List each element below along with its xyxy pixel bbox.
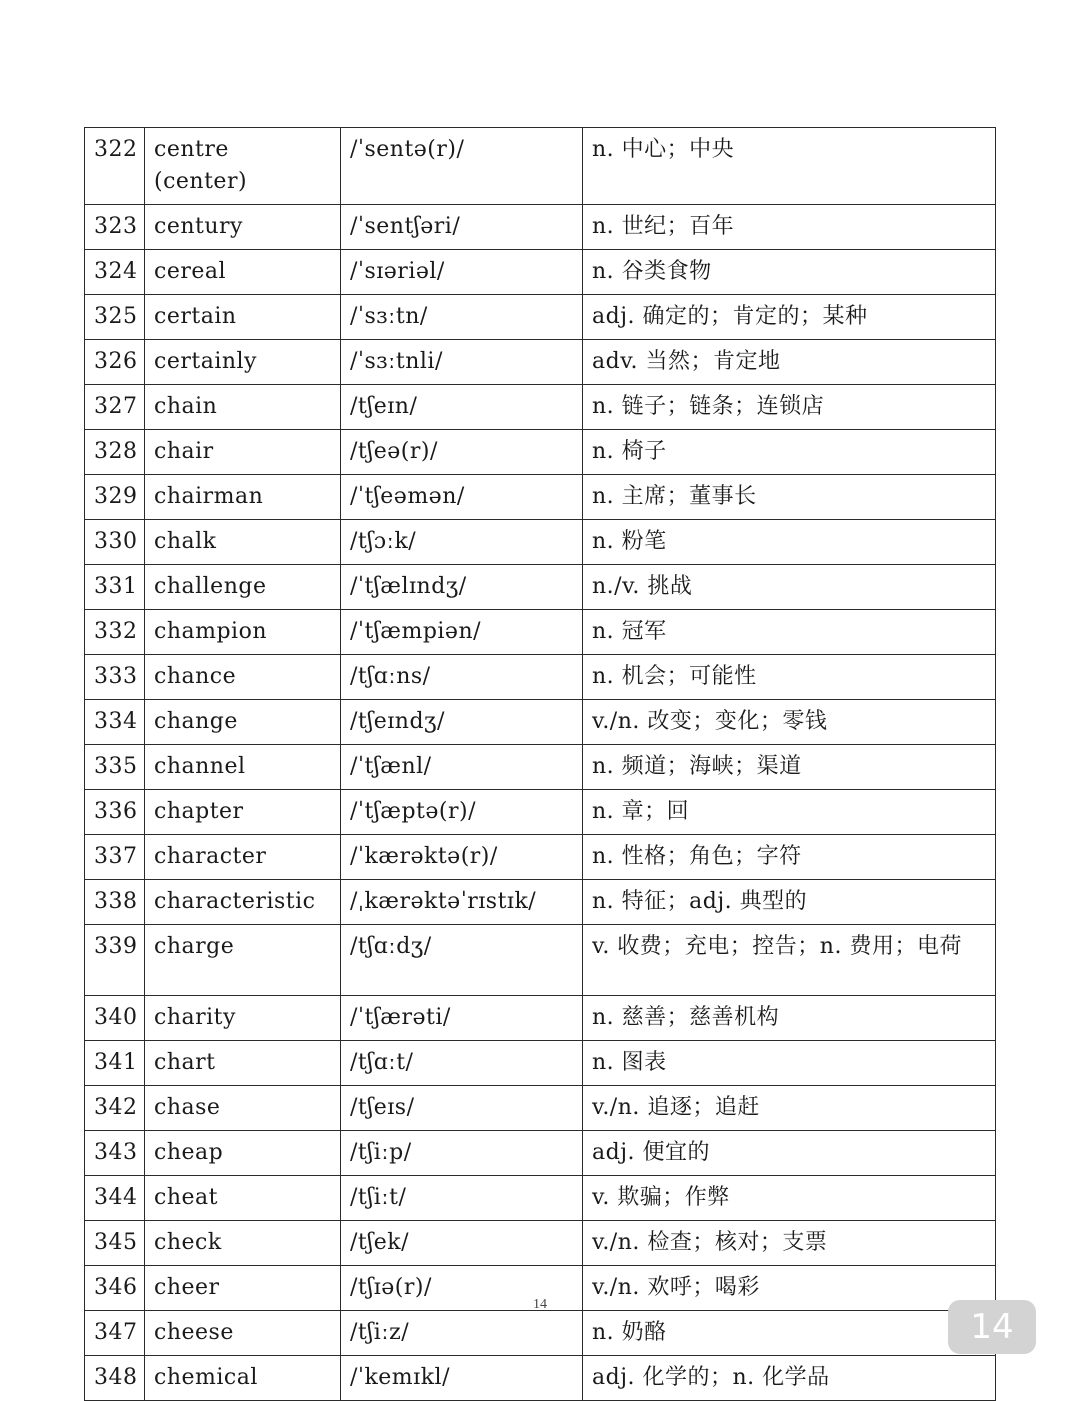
table-row xyxy=(85,1041,996,1086)
entry-word: chart xyxy=(145,1041,341,1086)
entry-phonetic: /tʃɑːdʒ/ xyxy=(341,925,583,996)
entry-number: 336 xyxy=(85,790,145,835)
entry-phonetic: /ˈkærəktə(r)/ xyxy=(341,835,583,880)
entry-phonetic: /tʃɑːt/ xyxy=(341,1041,583,1086)
table-row xyxy=(85,205,996,250)
entry-number: 342 xyxy=(85,1086,145,1131)
page-badge[interactable]: 14 xyxy=(948,1300,1036,1354)
entry-phonetic: /tʃek/ xyxy=(341,1221,583,1266)
entry-number: 331 xyxy=(85,565,145,610)
entry-definition: v./n. 欢呼；喝彩 xyxy=(583,1266,996,1311)
entry-number: 347 xyxy=(85,1311,145,1356)
table-row xyxy=(85,925,996,996)
entry-number: 334 xyxy=(85,700,145,745)
entry-definition: v./n. 追逐；追赶 xyxy=(583,1086,996,1131)
entry-phonetic: /tʃiːp/ xyxy=(341,1131,583,1176)
entry-definition: n. 特征；adj. 典型的 xyxy=(583,880,996,925)
entry-number: 346 xyxy=(85,1266,145,1311)
entry-phonetic: /tʃiːz/ xyxy=(341,1311,583,1356)
entry-phonetic: /ˈtʃæptə(r)/ xyxy=(341,790,583,835)
entry-phonetic: /ˈtʃærəti/ xyxy=(341,996,583,1041)
entry-phonetic: /ˈtʃæmpiən/ xyxy=(341,610,583,655)
entry-phonetic: /tʃeɪn/ xyxy=(341,385,583,430)
entry-definition: adj. 化学的；n. 化学品 xyxy=(583,1356,996,1401)
entry-definition: v. 欺骗；作弊 xyxy=(583,1176,996,1221)
entry-number: 329 xyxy=(85,475,145,520)
entry-phonetic: /ˌkærəktəˈrɪstɪk/ xyxy=(341,880,583,925)
table-row xyxy=(85,1356,996,1401)
entry-definition: n. 粉笔 xyxy=(583,520,996,565)
entry-word: chase xyxy=(145,1086,341,1131)
entry-number: 330 xyxy=(85,520,145,565)
entry-definition: adj. 便宜的 xyxy=(583,1131,996,1176)
table-row xyxy=(85,430,996,475)
entry-word: chair xyxy=(145,430,341,475)
table-row xyxy=(85,250,996,295)
table-row xyxy=(85,1311,996,1356)
entry-definition: adj. 确定的；肯定的；某种 xyxy=(583,295,996,340)
entry-number: 333 xyxy=(85,655,145,700)
entry-definition: n. 链子；链条；连锁店 xyxy=(583,385,996,430)
entry-phonetic: /ˈtʃælɪndʒ/ xyxy=(341,565,583,610)
entry-number: 324 xyxy=(85,250,145,295)
entry-number: 341 xyxy=(85,1041,145,1086)
entry-definition: n. 机会；可能性 xyxy=(583,655,996,700)
entry-definition: n. 章；回 xyxy=(583,790,996,835)
entry-word: cheese xyxy=(145,1311,341,1356)
entry-number: 337 xyxy=(85,835,145,880)
table-row xyxy=(85,128,996,205)
entry-word: century xyxy=(145,205,341,250)
entry-definition: n. 椅子 xyxy=(583,430,996,475)
entry-phonetic: /ˈsentə(r)/ xyxy=(341,128,583,205)
table-row xyxy=(85,520,996,565)
entry-definition: v./n. 改变；变化；零钱 xyxy=(583,700,996,745)
table-row xyxy=(85,835,996,880)
table-row xyxy=(85,610,996,655)
entry-word: challenge xyxy=(145,565,341,610)
table-row xyxy=(85,655,996,700)
entry-definition: n. 性格；角色；字符 xyxy=(583,835,996,880)
entry-number: 332 xyxy=(85,610,145,655)
table-row xyxy=(85,1131,996,1176)
entry-number: 343 xyxy=(85,1131,145,1176)
entry-number: 344 xyxy=(85,1176,145,1221)
entry-number: 348 xyxy=(85,1356,145,1401)
entry-number: 335 xyxy=(85,745,145,790)
entry-definition: adv. 当然；肯定地 xyxy=(583,340,996,385)
entry-phonetic: /ˈsentʃəri/ xyxy=(341,205,583,250)
table-row xyxy=(85,1176,996,1221)
entry-word: certain xyxy=(145,295,341,340)
table-row xyxy=(85,1086,996,1131)
entry-word: chance xyxy=(145,655,341,700)
entry-word: cheap xyxy=(145,1131,341,1176)
entry-word: chalk xyxy=(145,520,341,565)
entry-definition: n. 世纪；百年 xyxy=(583,205,996,250)
entry-definition: n. 频道；海峡；渠道 xyxy=(583,745,996,790)
entry-word: centre (center) xyxy=(145,128,341,205)
entry-definition: n. 冠军 xyxy=(583,610,996,655)
entry-word: charity xyxy=(145,996,341,1041)
entry-number: 328 xyxy=(85,430,145,475)
entry-word: change xyxy=(145,700,341,745)
entry-word: characteristic xyxy=(145,880,341,925)
page-number: 14 xyxy=(533,1297,547,1312)
table-row xyxy=(85,1221,996,1266)
entry-definition: n. 主席；董事长 xyxy=(583,475,996,520)
entry-definition: v. 收费；充电；控告；n. 费用；电荷 xyxy=(583,925,996,996)
entry-word: champion xyxy=(145,610,341,655)
entry-phonetic: /tʃɪə(r)/ xyxy=(341,1266,583,1311)
entry-number: 338 xyxy=(85,880,145,925)
entry-phonetic: /tʃɔːk/ xyxy=(341,520,583,565)
entry-word: character xyxy=(145,835,341,880)
entry-definition: n. 奶酪 xyxy=(583,1311,996,1356)
table-row xyxy=(85,565,996,610)
entry-number: 340 xyxy=(85,996,145,1041)
entry-word: chemical xyxy=(145,1356,341,1401)
table-row xyxy=(85,385,996,430)
entry-phonetic: /ˈkemɪkl/ xyxy=(341,1356,583,1401)
table-row xyxy=(85,745,996,790)
entry-word: check xyxy=(145,1221,341,1266)
entry-phonetic: /tʃeɪndʒ/ xyxy=(341,700,583,745)
vocabulary-table-body xyxy=(85,128,996,1401)
entry-number: 327 xyxy=(85,385,145,430)
table-row xyxy=(85,790,996,835)
entry-number: 339 xyxy=(85,925,145,996)
table-row xyxy=(85,475,996,520)
entry-phonetic: /tʃeɪs/ xyxy=(341,1086,583,1131)
vocabulary-table xyxy=(84,127,996,1401)
entry-number: 323 xyxy=(85,205,145,250)
entry-word: cereal xyxy=(145,250,341,295)
entry-word: certainly xyxy=(145,340,341,385)
entry-word: chain xyxy=(145,385,341,430)
entry-word: chapter xyxy=(145,790,341,835)
entry-phonetic: /ˈsɪəriəl/ xyxy=(341,250,583,295)
entry-phonetic: /ˈtʃænl/ xyxy=(341,745,583,790)
table-row xyxy=(85,700,996,745)
entry-number: 326 xyxy=(85,340,145,385)
entry-number: 325 xyxy=(85,295,145,340)
entry-definition: n. 慈善；慈善机构 xyxy=(583,996,996,1041)
entry-phonetic: /ˈsɜːtnli/ xyxy=(341,340,583,385)
entry-definition: n./v. 挑战 xyxy=(583,565,996,610)
table-row xyxy=(85,996,996,1041)
table-row xyxy=(85,880,996,925)
entry-definition: v./n. 检查；核对；支票 xyxy=(583,1221,996,1266)
entry-phonetic: /ˈsɜːtn/ xyxy=(341,295,583,340)
table-row xyxy=(85,340,996,385)
entry-word: chairman xyxy=(145,475,341,520)
table-row xyxy=(85,295,996,340)
entry-phonetic: /tʃɑːns/ xyxy=(341,655,583,700)
entry-definition: n. 中心；中央 xyxy=(583,128,996,205)
entry-definition: n. 图表 xyxy=(583,1041,996,1086)
entry-word: charge xyxy=(145,925,341,996)
entry-word: cheat xyxy=(145,1176,341,1221)
entry-phonetic: /ˈtʃeəmən/ xyxy=(341,475,583,520)
entry-word: channel xyxy=(145,745,341,790)
entry-phonetic: /tʃeə(r)/ xyxy=(341,430,583,475)
entry-definition: n. 谷类食物 xyxy=(583,250,996,295)
entry-word: cheer xyxy=(145,1266,341,1311)
entry-number: 322 xyxy=(85,128,145,205)
entry-phonetic: /tʃiːt/ xyxy=(341,1176,583,1221)
entry-number: 345 xyxy=(85,1221,145,1266)
